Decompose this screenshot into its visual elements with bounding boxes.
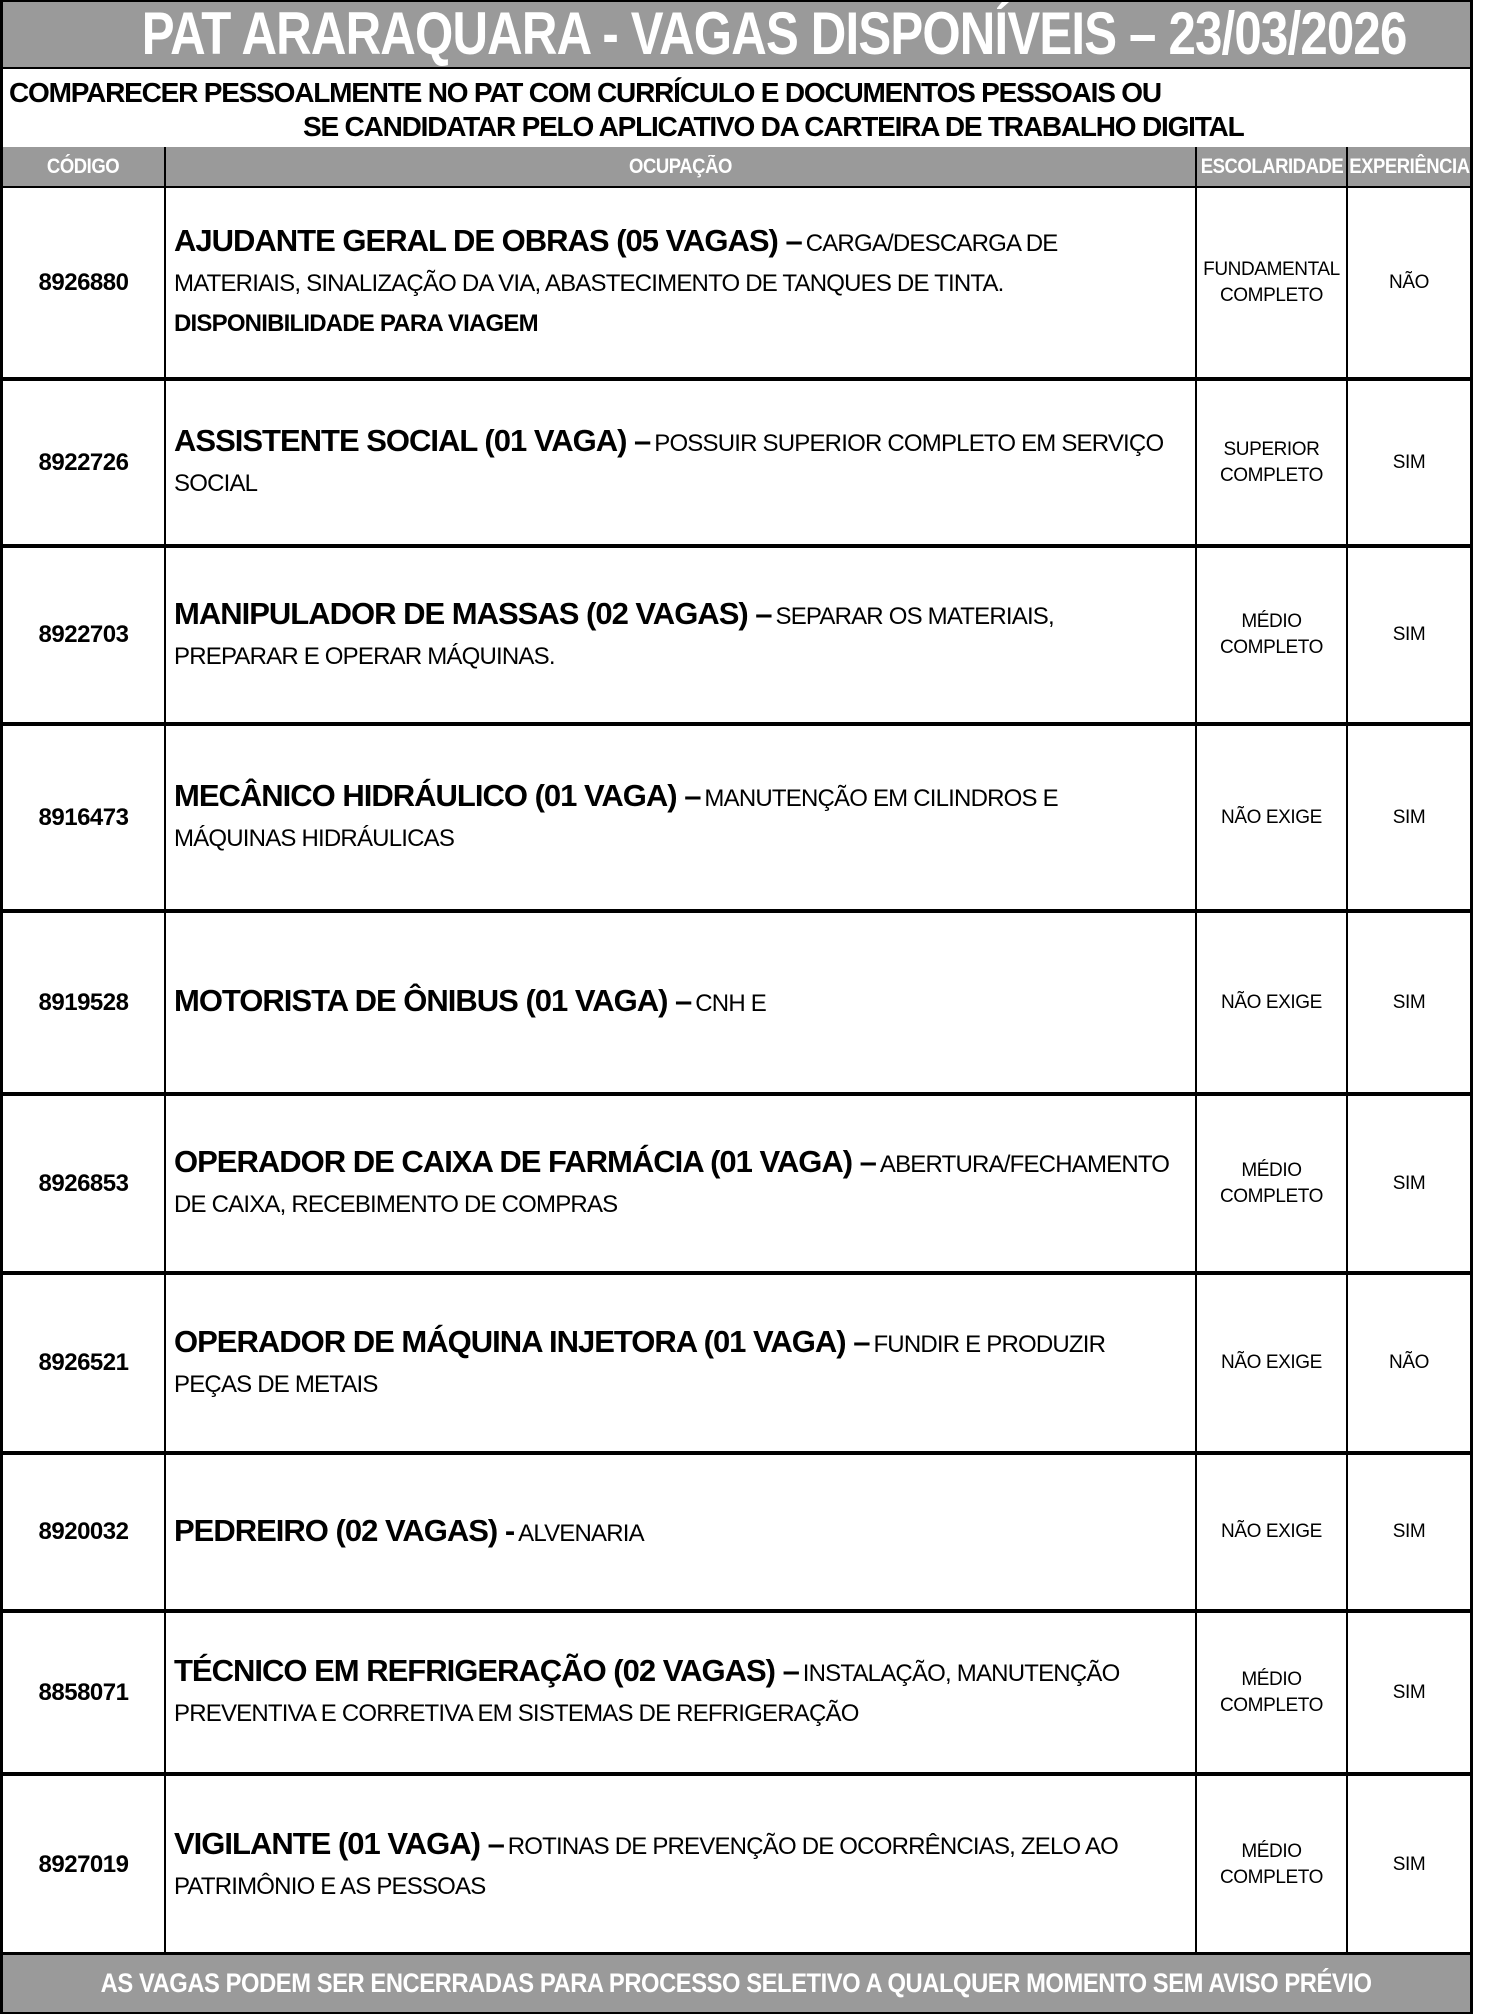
job-occupation-text — [174, 776, 1181, 859]
job-education: MÉDIO COMPLETO — [1219, 611, 1324, 658]
job-education-cell — [1195, 726, 1346, 909]
job-experience-cell — [1346, 188, 1470, 377]
job-experience-cell — [1346, 1096, 1470, 1271]
job-education: FUNDAMENTAL COMPLETO — [1203, 258, 1340, 306]
footer-bar — [3, 1952, 1470, 2014]
job-education-cell — [1195, 1275, 1346, 1451]
job-education: NÃO EXIGE — [1221, 806, 1322, 828]
page-title: PAT ARARAQUARA - VAGAS DISPONÍVEIS – 23/03/2026 — [141, 2, 1407, 67]
job-occupation-cell — [164, 548, 1195, 722]
job-experience: SIM — [1392, 624, 1426, 645]
column-header-codigo: CÓDIGO — [47, 154, 120, 178]
table-row — [3, 381, 1470, 548]
job-description: CARGA/DESCARGA DE MATERIAIS, SINALIZAÇÃO DA VIA, ABASTECIMENTO DE TANQUES DE TINTA. — [174, 230, 1058, 297]
job-occupation-cell — [164, 726, 1195, 909]
job-occupation-cell — [164, 1275, 1195, 1451]
table-row — [3, 1613, 1470, 1776]
instructions-line-2: SE CANDIDATAR PELO APLICATIVO DA CARTEIRA DE TRABALHO DIGITAL — [303, 111, 1244, 142]
job-title: TÉCNICO EM REFRIGERAÇÃO (02 VAGAS) – — [174, 1653, 799, 1688]
job-description: ALVENARIA — [518, 1519, 644, 1547]
job-education: NÃO EXIGE — [1221, 1352, 1322, 1373]
job-code: 8920032 — [38, 1518, 129, 1545]
job-occupation-text — [174, 1651, 1181, 1734]
job-experience: NÃO — [1389, 1352, 1429, 1373]
job-title: MOTORISTA DE ÔNIBUS (01 VAGA) – — [174, 983, 692, 1018]
job-description: INSTALAÇÃO, MANUTENÇÃO PREVENTIVA E CORRETIVA EM SISTEMAS DE REFRIGERAÇÃO — [174, 1660, 1120, 1727]
job-code: 8926521 — [38, 1349, 129, 1376]
instructions — [3, 69, 1470, 147]
job-experience-cell — [1346, 726, 1470, 909]
job-code: 8922726 — [38, 448, 129, 476]
job-experience: SIM — [1392, 1521, 1426, 1542]
job-description: CNH E — [695, 990, 766, 1017]
job-education: SUPERIOR COMPLETO — [1219, 438, 1324, 486]
job-experience: SIM — [1392, 451, 1426, 473]
job-experience-cell — [1346, 913, 1470, 1092]
job-occupation-cell — [164, 188, 1195, 377]
table-row — [3, 1275, 1470, 1455]
job-occupation-cell — [164, 1613, 1195, 1772]
job-occupation-cell — [164, 1776, 1195, 1954]
job-education: MÉDIO COMPLETO — [1219, 1668, 1324, 1716]
job-description: SEPARAR OS MATERIAIS, PREPARAR E OPERAR MÁQUINAS. — [174, 602, 1054, 670]
job-code: 8919528 — [38, 988, 129, 1016]
footer-note: AS VAGAS PODEM SER ENCERRADAS PARA PROCESSO SELETIVO A QUALQUER MOMENTO SEM AVISO PRÉVIO — [101, 1968, 1372, 1998]
title-bar — [3, 2, 1470, 69]
job-code: 8858071 — [38, 1678, 129, 1706]
table-row — [3, 726, 1470, 913]
job-experience-cell — [1346, 548, 1470, 722]
job-experience: NÃO — [1389, 271, 1429, 293]
job-occupation-text — [174, 1322, 1181, 1405]
job-experience: SIM — [1392, 1681, 1426, 1703]
job-description: POSSUIR SUPERIOR COMPLETO EM SERVIÇO SOCIAL — [174, 430, 1164, 497]
job-education-cell — [1195, 188, 1346, 377]
job-title: AJUDANTE GERAL DE OBRAS (05 VAGAS) – — [174, 223, 802, 258]
column-header-experiencia: EXPERIÊNCIA — [1346, 147, 1470, 186]
job-occupation-text — [174, 221, 1181, 344]
job-experience-cell — [1346, 1776, 1470, 1954]
table-row — [3, 913, 1470, 1096]
job-education-cell — [1195, 1096, 1346, 1271]
job-code: 8922703 — [38, 621, 129, 648]
job-code: 8926880 — [38, 268, 129, 296]
job-description-bold: DISPONIBILIDADE PARA VIAGEM — [174, 310, 538, 337]
job-occupation-text — [174, 1824, 1181, 1907]
job-experience: SIM — [1392, 991, 1426, 1013]
table-body — [3, 188, 1470, 1954]
table-row — [3, 1776, 1470, 1954]
job-education-cell — [1195, 1776, 1346, 1954]
job-title: VIGILANTE (01 VAGA) – — [174, 1825, 504, 1861]
job-description: ABERTURA/FECHAMENTO DE CAIXA, RECEBIMENTO DE COMPRAS — [174, 1151, 1170, 1218]
job-education: MÉDIO COMPLETO — [1219, 1841, 1324, 1888]
job-occupation-text — [174, 981, 766, 1024]
job-education: MÉDIO COMPLETO — [1219, 1159, 1324, 1207]
vacancies-table — [3, 147, 1470, 1954]
job-code: 8926853 — [38, 1169, 129, 1197]
job-description: MANUTENÇÃO EM CILINDROS E MÁQUINAS HIDRÁULICAS — [174, 785, 1058, 852]
job-experience: SIM — [1392, 1172, 1426, 1194]
job-title: OPERADOR DE CAIXA DE FARMÁCIA (01 VAGA) – — [174, 1144, 876, 1179]
job-title: PEDREIRO (02 VAGAS) - — [174, 1512, 515, 1548]
job-education-cell — [1195, 1455, 1346, 1609]
instructions-line-1: COMPARECER PESSOALMENTE NO PAT COM CURRÍCULO E DOCUMENTOS PESSOAIS OU — [9, 77, 1161, 108]
job-education-cell — [1195, 381, 1346, 544]
job-description: FUNDIR E PRODUZIR PEÇAS DE METAIS — [174, 1330, 1106, 1398]
job-education: NÃO EXIGE — [1221, 991, 1322, 1013]
job-experience: SIM — [1392, 1854, 1426, 1875]
job-education-cell — [1195, 1613, 1346, 1772]
job-code: 8927019 — [38, 1851, 129, 1878]
job-occupation-cell — [164, 913, 1195, 1092]
job-title: MECÂNICO HIDRÁULICO (01 VAGA) – — [174, 778, 701, 813]
job-education-cell — [1195, 548, 1346, 722]
job-occupation-cell — [164, 1096, 1195, 1271]
job-code: 8916473 — [38, 803, 129, 831]
job-experience: SIM — [1392, 806, 1426, 828]
job-title: OPERADOR DE MÁQUINA INJETORA (01 VAGA) – — [174, 1323, 870, 1359]
job-title: MANIPULADOR DE MASSAS (02 VAGAS) – — [174, 595, 772, 631]
job-occupation-cell — [164, 381, 1195, 544]
job-occupation-text — [174, 1511, 644, 1554]
table-row — [3, 1455, 1470, 1613]
job-education-cell — [1195, 913, 1346, 1092]
job-description: ROTINAS DE PREVENÇÃO DE OCORRÊNCIAS, ZELO AO PATRIMÔNIO E AS PESSOAS — [174, 1832, 1119, 1900]
job-occupation-text — [174, 594, 1181, 677]
job-experience-cell — [1346, 1455, 1470, 1609]
table-row — [3, 188, 1470, 381]
table-row — [3, 1096, 1470, 1275]
column-header-escolaridade: ESCOLARIDADE — [1195, 147, 1346, 186]
table-header — [3, 147, 1470, 188]
table-row — [3, 548, 1470, 726]
job-occupation-text — [174, 1142, 1181, 1225]
job-experience-cell — [1346, 1613, 1470, 1772]
job-education: NÃO EXIGE — [1221, 1521, 1322, 1542]
job-title: ASSISTENTE SOCIAL (01 VAGA) – — [174, 423, 651, 458]
column-header-ocupacao: OCUPAÇÃO — [164, 147, 1195, 186]
job-occupation-cell — [164, 1455, 1195, 1609]
job-occupation-text — [174, 421, 1181, 504]
job-experience-cell — [1346, 1275, 1470, 1451]
job-experience-cell — [1346, 381, 1470, 544]
